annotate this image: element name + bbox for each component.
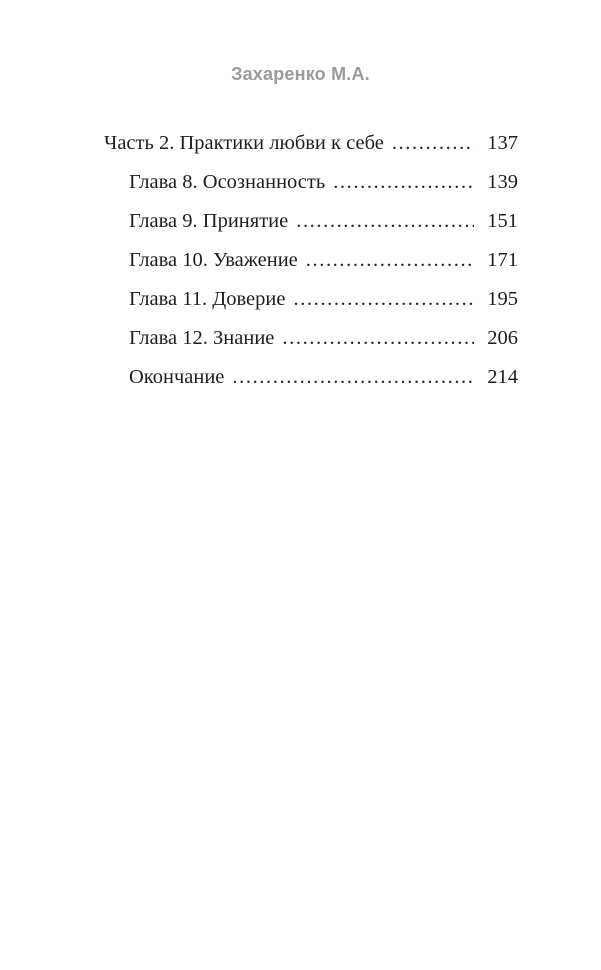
- running-head-author: Захаренко М.А.: [231, 64, 370, 84]
- toc-dot-leader: [392, 128, 474, 158]
- toc-entry-page-number: 139: [487, 171, 518, 193]
- table-of-contents: [104, 128, 518, 401]
- toc-entry-title: Глава 10. Уважение: [129, 249, 298, 271]
- toc-entry-ending: [104, 362, 518, 401]
- toc-entry-chapter-11: [104, 284, 518, 323]
- toc-dot-leader: [282, 323, 474, 353]
- toc-dot-leader: [232, 362, 474, 392]
- toc-entry-title: Глава 12. Знание: [129, 327, 275, 349]
- toc-entry-title: Глава 11. Доверие: [129, 288, 286, 310]
- toc-dot-leader: [296, 206, 474, 236]
- toc-dot-leader: [306, 245, 474, 275]
- toc-entry-title: Окончание: [129, 366, 225, 388]
- toc-dot-leader: [293, 284, 474, 314]
- toc-entry-page-number: 151: [487, 210, 518, 232]
- toc-entry-title: Часть 2. Практики любви к себе: [104, 132, 384, 154]
- toc-dot-leader: [333, 167, 474, 197]
- toc-entry-page-number: 206: [487, 327, 518, 349]
- toc-entry-title: Глава 8. Осознанность: [129, 171, 326, 193]
- toc-entry-chapter-12: [104, 323, 518, 362]
- toc-entry-chapter-8: [104, 167, 518, 206]
- toc-entry-chapter-9: [104, 206, 518, 245]
- toc-entry-title: Глава 9. Принятие: [129, 210, 289, 232]
- toc-entry-page-number: 171: [487, 249, 518, 271]
- toc-entry-chapter-10: [104, 245, 518, 284]
- toc-entry-part-2: [104, 128, 518, 167]
- toc-entry-page-number: 137: [487, 132, 518, 154]
- toc-entry-page-number: 214: [487, 366, 518, 388]
- toc-entry-page-number: 195: [487, 288, 518, 310]
